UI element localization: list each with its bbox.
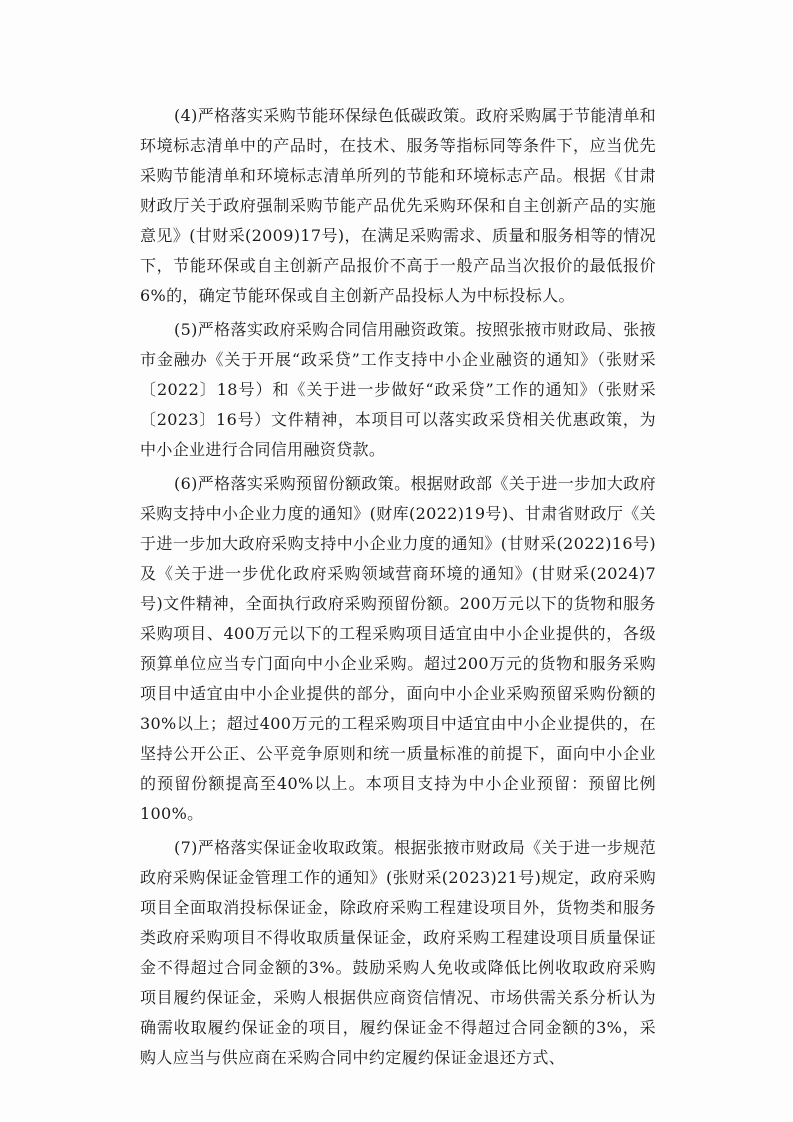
paragraph-energy-saving-policy <box>140 101 656 311</box>
paragraph-credit-financing-policy <box>140 315 656 465</box>
paragraph-heading: (5)严格落实政府采购合同信用融资政策。 <box>174 320 476 339</box>
paragraph-text: 根据财政部《关于进一步加大政府采购支持中小企业力度的通知》(财库(2022)19号)、甘肃省财政厅《关于进一步加大政府采购支持中小企业力度的通知》(甘财采(2022)16号)及《关于进一步优化政府采购领域营商环境的通知》(甘财采(2024)7号)文件精神，全面执行政府采购预留份额。200万元以下的货物和服务采购项目、400万元以下的工程采购项目适宜由中小企业提供的，各级预算单位应当专门面向中小企业采购。超过200万元的货物和服务采购项目中适宜由中小企业提供的部分，面向中小企业采购预留采购份额的30%以上；超过400万元的工程采购项目中适宜由中小企业提供的，在坚持公开公正、公平竞争原则和统一质量标准的前提下，面向中小企业的预留份额提高至40%以上。本项目支持为中小企业预留：预留比例100%。 <box>140 474 656 823</box>
paragraph-text: 按照张掖市财政局、张掖市金融办《关于开展“政采贷”工作支持中小企业融资的通知》（张财采〔2022〕18号）和《关于进一步做好“政采贷”工作的通知》（张财采〔2023〕16号）文件精神，本项目可以落实政采贷相关优惠政策，为中小企业进行合同信用融资贷款。 <box>140 320 656 459</box>
paragraph-reserved-share-policy <box>140 469 656 829</box>
document-body <box>140 101 656 1077</box>
paragraph-heading: (7)严格落实保证金收取政策。 <box>174 838 395 857</box>
paragraph-text: 根据张掖市财政局《关于进一步规范政府采购保证金管理工作的通知》(张财采(2023)21号)规定，政府采购项目全面取消投标保证金，除政府采购工程建设项目外，货物类和服务类政府采购项目不得收取质量保证金，政府采购工程建设项目质量保证金不得超过合同金额的3%。鼓励采购人免收或降低比例收取政府采购项目履约保证金，采购人根据供应商资信情况、市场供需关系分析认为确需收取履约保证金的项目，履约保证金不得超过合同金额的3%，采购人应当与供应商在采购合同中约定履约保证金退还方式、 <box>140 838 656 1067</box>
paragraph-text: 政府采购属于节能清单和环境标志清单中的产品时，在技术、服务等指标同等条件下，应当优先采购节能清单和环境标志清单所列的节能和环境标志产品。根据《甘肃财政厅关于政府强制采购节能产品优先采购环保和自主创新产品的实施意见》(甘财采(2009)17号)，在满足采购需求、质量和服务相等的情况下，节能环保或自主创新产品报价不高于一般产品当次报价的最低报价6%的，确定节能环保或自主创新产品投标人为中标投标人。 <box>140 106 656 305</box>
paragraph-heading: (4)严格落实采购节能环保绿色低碳政策。 <box>174 106 476 125</box>
paragraph-deposit-policy <box>140 833 656 1073</box>
paragraph-heading: (6)严格落实采购预留份额政策。 <box>174 474 411 493</box>
